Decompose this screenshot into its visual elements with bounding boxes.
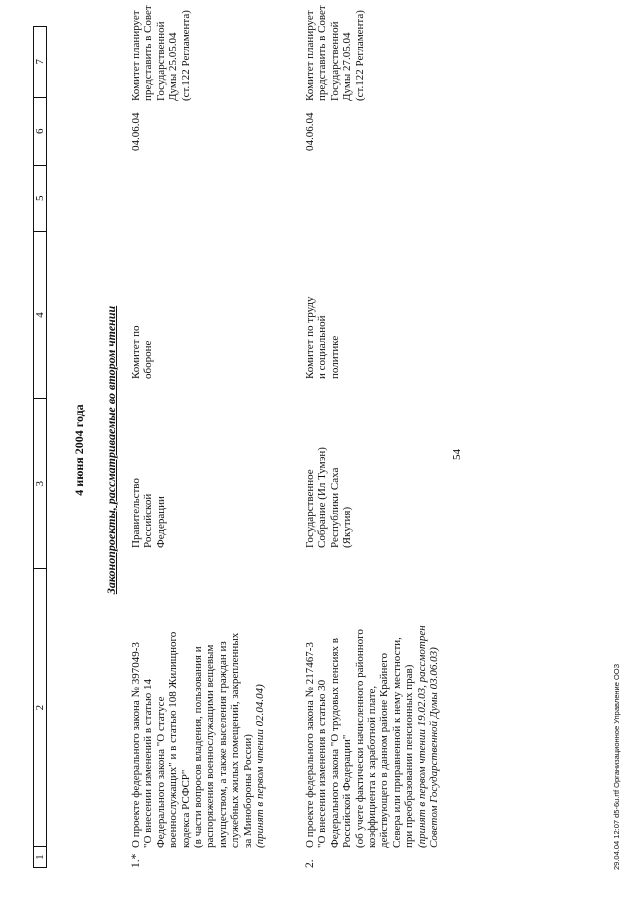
page-number: 54 [451,449,463,460]
row-number: 1.* [130,853,142,868]
column-header: 1 [34,846,46,867]
column-header: 6 [34,97,46,166]
column-header: 5 [34,165,46,231]
bill-status: (принят в первом чтении 02.04.04) [254,684,267,848]
column-header: 2 [34,568,46,846]
note: Комитет планирует представить в Совет Государственной Думы 27.05.04 (ст.122 Регламента) [304,5,366,101]
date-heading: 4 июня 2004 года [72,404,86,496]
column-header: 3 [34,398,46,568]
note: Комитет планирует представить в Совет Государственной Думы 25.05.04 (ст.122 Регламента) [130,5,192,101]
bill-cell [304,548,440,848]
bill-cell [130,548,266,848]
row-number: 2. [304,859,316,868]
section-heading: Законопроекты, рассматриваемые во втором чтении [104,305,118,595]
initiator: Правительство Российской Федерации [130,478,167,548]
column-header-row [33,26,47,868]
column-header: 4 [34,231,46,399]
date: 04.06.04 [130,112,142,151]
committee: Комитет по обороне [130,325,155,379]
bill-status: (принят в первом чтении 19.02.03, рассмотрен Советом Государственной Думы 03.06.03) [415,625,441,848]
date: 04.06.04 [304,112,316,151]
bill-title: О проекте федерального закона № 217467-3 "О внесении изменения в статью 30 Федерального закона "О трудовых пенсиях в Российской Федерации" (об учете фактически начисленного районного коэффициента к заработной плате, действующего в данном районе Крайнего Севера или приравненной к нему местности, при преобразовании пенсионных прав) [304,629,416,848]
footer-stamp: 29.04.04 12:07 d5-6u.rtf Организационное Управление ООЗ [612,663,621,870]
column-header: 7 [34,59,46,65]
initiator: Государственное Собрание (Ил Тумэн) Республики Саха (Якутия) [304,447,354,548]
bill-title: О проекте федерального закона № 397049-3 "О внесении изменений в статью 14 Федерального закона "О статусе военнослужащих" и в статью 108 Жилищного кодекса РСФСР" (в части вопросов владения, пользования и распоряжения военнослужащими вещевым имуществом, а также выселения граждан из служебных жилых помещений, закрепленных за Минобороны России) [130,631,254,848]
committee: Комитет по труду и социальной политике [304,296,341,379]
